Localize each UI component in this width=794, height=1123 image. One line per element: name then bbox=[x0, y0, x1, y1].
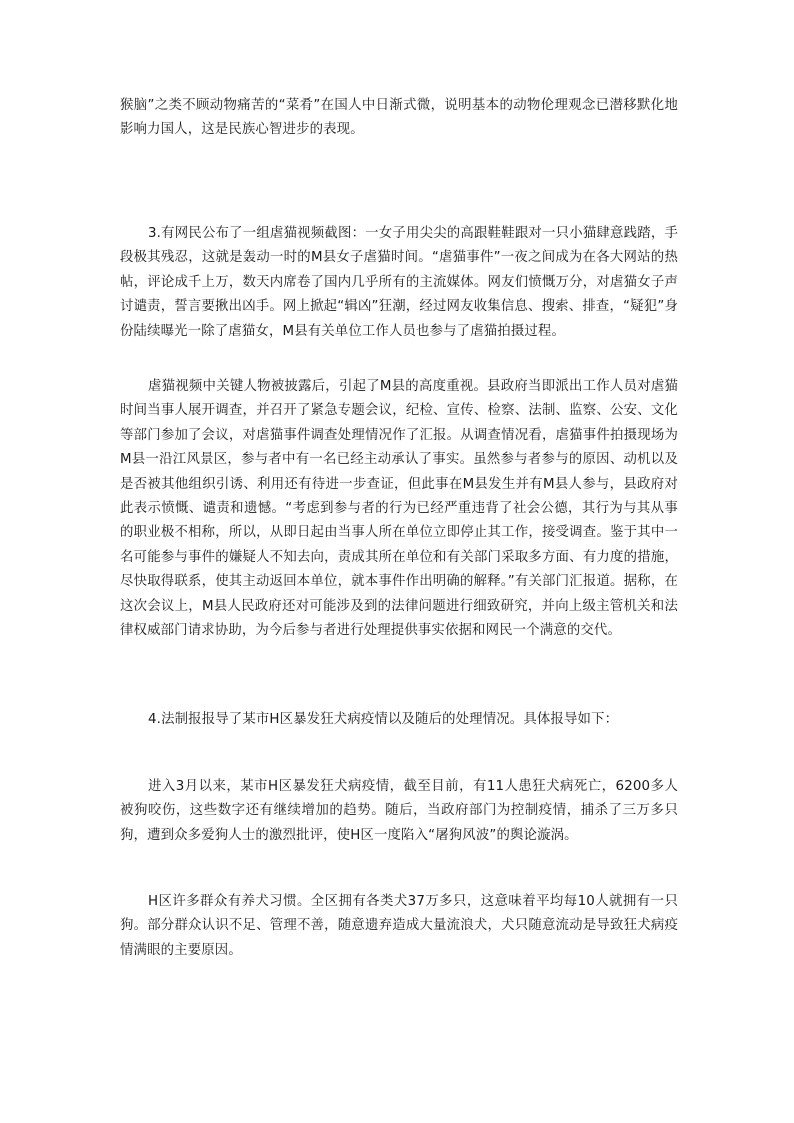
paragraph-dog-ownership: H区许多群众有养犬习惯。全区拥有各类犬37万多只，这意味着平均每10人就拥有一只狗。部分群众认识不足、管理不善，随意遗弃造成大量流浪犬，犬只随意流动是导致狂犬病疫情满眼的主要原因。 bbox=[120, 894, 678, 958]
paragraph-rabies-outbreak: 进入3月以来，某市H区暴发狂犬病疫情，截至目前，有11人患狂犬病死亡，6200多人被狗咬伤，这些数字还有继续增加的趋势。随后，当政府部门为控制疫情，捕杀了三万多只狗，遭到众多爱狗人士的激烈批评，使H区一度陷入“屠狗风波”的舆论漩涡。 bbox=[120, 779, 678, 843]
paragraph-intro-continuation: 猴脑”之类不顾动物痛苦的“菜肴”在国人中日渐式微，说明基本的动物伦理观念已潜移默化地影响力国人，这是民族心智进步的表现。 bbox=[120, 98, 678, 138]
paragraph-government-response: 虐猫视频中关键人物被披露后，引起了M县的高度重视。县政府当即派出工作人员对虐猫时间当事人展开调查，并召开了紧急专题会议，纪检、宣传、检察、法制、监察、公安、文化等部门参加了会议，对虐猫事件调查处理情况作了汇报。从调查情况看，虐猫事件拍摄现场为M县一沿江风景区，参与者中有一名已经主动承认了事实。虽然参与者参与的原因、动机以及是否被其他组织引诱、利用还有待进一步查证，但此事在M县发生并有M县人参与，县政府对此表示愤慨、谴责和遗憾。“考虑到参与者的行为已经严重违背了社会公德，其行为与其从事的职业极不相称，所以，从即日起由当事人所在单位立即停止其工作，接受调查。鉴于其中一名可能参与事件的嫌疑人不知去向，责成其所在单位和有关部门采取多方面、有力度的措施，尽快取得联系，使其主动返回本单位，就本事件作出明确的解释。”有关部门汇报道。据称，在这次会议上，M县人民政府还对可能涉及到的法律问题进行细致研究，并向上级主管机关和法律权威部门请求协助，为今后参与者进行处理提供事实依据和网民一个满意的交代。 bbox=[120, 379, 678, 639]
paragraph-rabies-report-intro: 4.法制报报导了某市H区暴发狂犬病疫情以及随后的处理情况。具体报导如下： bbox=[148, 712, 619, 727]
paragraph-cat-abuse-case: 3.有网民公布了一组虐猫视频截图：一女子用尖尖的高跟鞋鞋跟对一只小猫肆意践踏，手段极其残忍，这就是轰动一时的M县女子虐猫时间。“虐猫事件”一夜之间成为在各大网站的热帖，评论成千上万，数天内席卷了国内几乎所有的主流媒体。网友们愤慨万分，对虐猫女子声讨谴责，誓言要揪出凶手。网上掀起“辑凶”狂潮，经过网友收集信息、搜索、排查，“疑犯”身份陆续曝光一除了虐猫女，M县有关单位工作人员也参与了虐猫拍摄过程。 bbox=[120, 226, 678, 339]
